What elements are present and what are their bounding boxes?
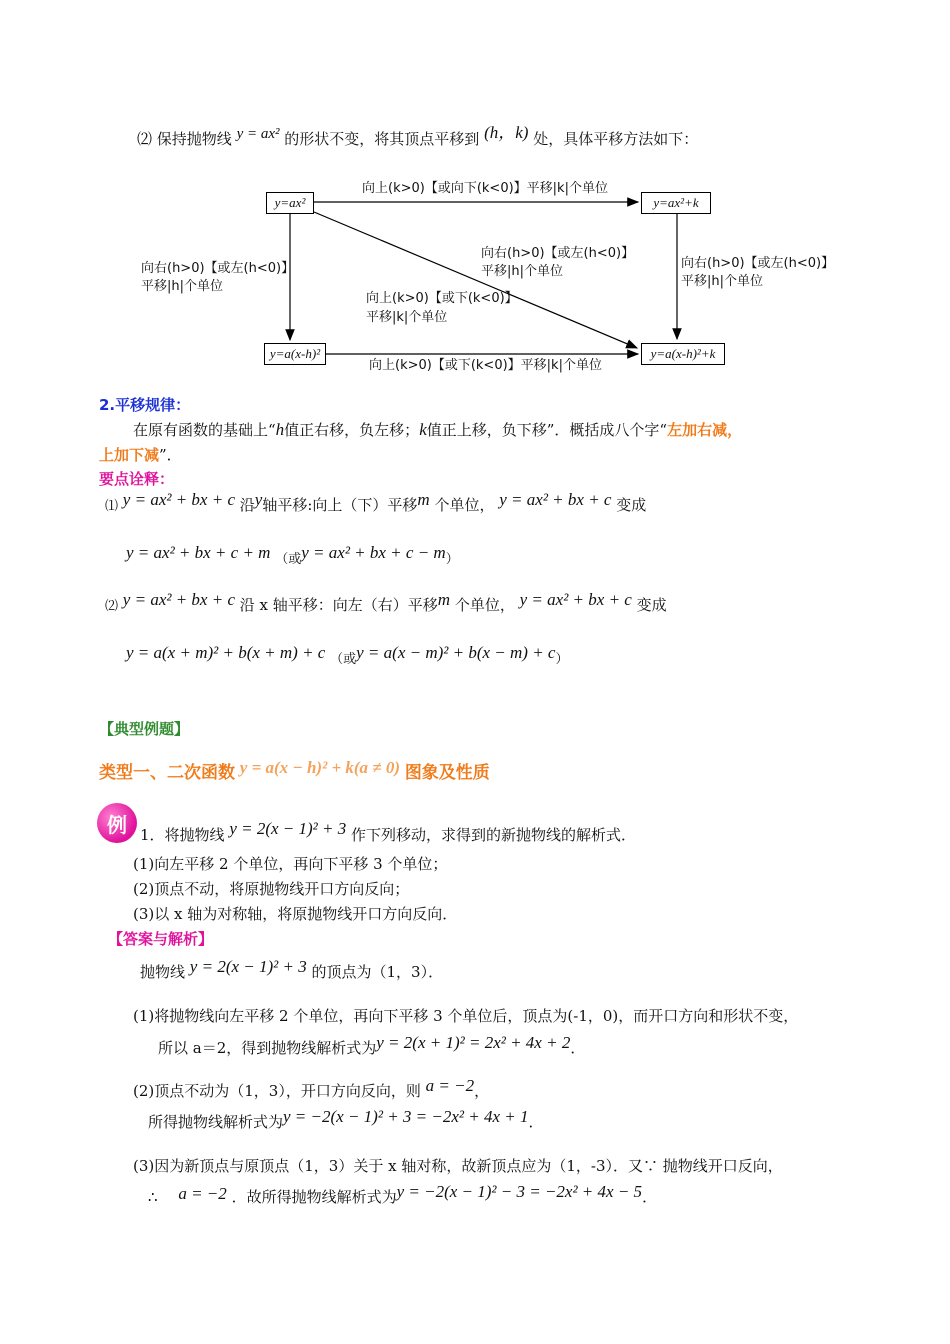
note1-or-a: （或 (275, 552, 302, 567)
examples-heading: 【典型例题】 (99, 720, 190, 738)
label-right-2: 平移|h|个单位 (681, 274, 763, 289)
answer2-line1 (133, 1076, 490, 1101)
note1-formula: y = ax² + bx + c (122, 490, 235, 509)
note1-prefix: ⑴ (105, 499, 119, 514)
rule-k: k (419, 420, 427, 439)
intro-text-a: ⑵ 保持抛物线 (137, 130, 232, 148)
label-diag-k-1: 向上(k>0)【或下(k<0)】 (366, 291, 518, 306)
intro-text-c: 处，具体平移方法如下： (533, 130, 699, 148)
answer-heading: 【答案与解析】 (108, 930, 214, 948)
answer2-line2 (148, 1107, 544, 1132)
question-text-a: 1．将抛物线 (140, 826, 225, 844)
question-line (140, 819, 637, 845)
box-top-right: y=ax²+k (641, 192, 711, 214)
answer0-text-b: 的顶点为（1，3）． (311, 963, 444, 981)
answer2-text-a: (2)顶点不动为（1，3），开口方向反向，则 (133, 1082, 421, 1100)
note2-result: y = a(x + m)² + b(x + m) + c (126, 643, 326, 662)
notes-heading: 要点诠释： (99, 470, 175, 488)
box-bottom-left: y=a(x-h)² (264, 343, 326, 365)
note2-formula2: y = ax² + bx + c (519, 590, 632, 609)
answer3-a-value: a = −2 (178, 1184, 227, 1203)
note1-text-c: 个单位， (434, 496, 495, 514)
vertex-coord: (h，k) (484, 123, 529, 142)
label-top: 向上(k>0)【或向下(k<0)】平移|k|个单位 (362, 181, 608, 196)
label-diag-k-2: 平移|k|个单位 (366, 310, 448, 325)
note1-alt: y = ax² + bx + c − m (301, 543, 446, 562)
note2-m: m (437, 590, 451, 609)
note1-text-a: 沿 (239, 496, 255, 514)
note2-text-a: 沿 x 轴平移：向左（右）平移 (239, 596, 438, 614)
note2-text-c: 变成 (636, 596, 667, 614)
label-left-2: 平移|h|个单位 (141, 279, 223, 294)
diagram-arrows (0, 0, 950, 400)
rule-text-b: 值正右移，负左移； (284, 421, 420, 439)
answer0-text-a: 抛物线 (140, 963, 186, 981)
answer3-text-a: ．故所得抛物线解析式为 (231, 1188, 397, 1206)
rule-text-c: 值正上移，负下移”．概括成八个字“ (426, 421, 668, 439)
box-bottom-right: y=a(x-h)²+k (641, 343, 725, 365)
note2-line2 (126, 643, 569, 667)
label-diag-h-1: 向右(h>0)【或左(h<0)】 (481, 246, 635, 261)
answer3-line1: (3)因为新顶点与原顶点（1，3）关于 x 轴对称，故新顶点应为（1，-3）．又∵ 抛物线开口反向， (133, 1157, 783, 1175)
note1-result: y = ax² + bx + c + m (126, 543, 271, 562)
question-formula: y = 2(x − 1)² + 3 (229, 819, 347, 838)
question-item-2: (2)顶点不动，将原抛物线开口方向反向； (133, 880, 410, 898)
label-diag-h-2: 平移|h|个单位 (481, 264, 563, 279)
question-text-b: 作下列移动，求得到的新抛物线的解析式． (351, 826, 637, 844)
rule-text-d: ”． (159, 446, 182, 464)
label-left-1: 向右(h>0)【或左(h<0)】 (141, 261, 295, 276)
answer1-line1: (1)将抛物线向左平移 2 个单位，再向下平移 3 个单位后，顶点为(-1，0)，而开口方向和形状不变， (133, 1007, 799, 1025)
rule-heading: 2.平移规律： (99, 396, 191, 414)
answer2-text-c: 所得抛物线解析式为 (148, 1113, 284, 1131)
example-badge: 例 (97, 803, 137, 843)
arrow-diagonal (314, 212, 637, 348)
rule-text-line2 (99, 444, 182, 465)
note2-line1 (105, 590, 667, 615)
answer-line-0 (140, 957, 444, 982)
rule-text-line1 (133, 419, 742, 440)
note2-text-b: 个单位， (454, 596, 515, 614)
note2-alt: y = a(x − m)² + b(x − m) + c (356, 643, 556, 662)
question-item-1: (1)向左平移 2 个单位，再向下平移 3 个单位； (133, 855, 448, 873)
answer3-end: ． (642, 1188, 658, 1206)
type-title-a: 类型一、二次函数 (99, 763, 235, 783)
answer2-text-b: ， (474, 1082, 490, 1100)
rule-text-a: 在原有函数的基础上“ (133, 421, 276, 439)
answer3-formula: y = −2(x − 1)² − 3 = −2x² + 4x − 5 (396, 1182, 643, 1201)
answer0-formula: y = 2(x − 1)² + 3 (189, 957, 307, 976)
type-title (99, 758, 490, 783)
note1-text-d: 变成 (616, 496, 647, 514)
label-bottom: 向上(k>0)【或下(k<0)】平移|k|个单位 (369, 358, 602, 373)
intro-text-b: 的形状不变，将其顶点平移到 (284, 130, 480, 148)
note1-formula2: y = ax² + bx + c (499, 490, 612, 509)
question-item-3: (3)以 x 轴为对称轴，将原抛物线开口方向反向． (133, 905, 458, 923)
note2-formula: y = ax² + bx + c (122, 590, 235, 609)
note1-y: y (254, 490, 263, 509)
note2-or-a: （或 (330, 652, 357, 667)
answer2-formula: y = −2(x − 1)² + 3 = −2x² + 4x + 1 (283, 1107, 529, 1126)
note2-or-b: ） (555, 652, 569, 667)
note1-line2 (126, 543, 459, 567)
answer1-text-a: 所以 a＝2，得到抛物线解析式为 (158, 1039, 377, 1057)
rule-emph-b: 上加下减 (99, 446, 160, 464)
rule-h: h (275, 420, 285, 439)
type-title-b: 图象及性质 (404, 763, 490, 783)
answer1-end: ． (570, 1039, 586, 1057)
box-top-left: y=ax² (266, 192, 314, 214)
rule-emph-a: 左加右减， (667, 421, 743, 439)
answer2-end: ． (528, 1113, 544, 1131)
translation-diagram (0, 0, 950, 400)
note1-line1 (105, 490, 647, 515)
answer1-formula: y = 2(x + 1)² = 2x² + 4x + 2 (376, 1033, 571, 1052)
note2-prefix: ⑵ (105, 599, 119, 614)
therefore-symbol: ∴ (148, 1188, 158, 1206)
note1-text-b: 轴平移:向上（下）平移 (262, 496, 418, 514)
answer1-line2 (158, 1033, 586, 1058)
answer3-line2 (148, 1182, 658, 1207)
note1-m: m (417, 490, 430, 509)
label-right-1: 向右(h>0)【或左(h<0)】 (681, 256, 835, 271)
type-formula: y = a(x − h)² + k(a ≠ 0) (239, 758, 401, 777)
answer2-a-value: a = −2 (425, 1076, 475, 1095)
note1-or-b: ） (445, 552, 459, 567)
formula-base: y = ax² (236, 126, 280, 142)
